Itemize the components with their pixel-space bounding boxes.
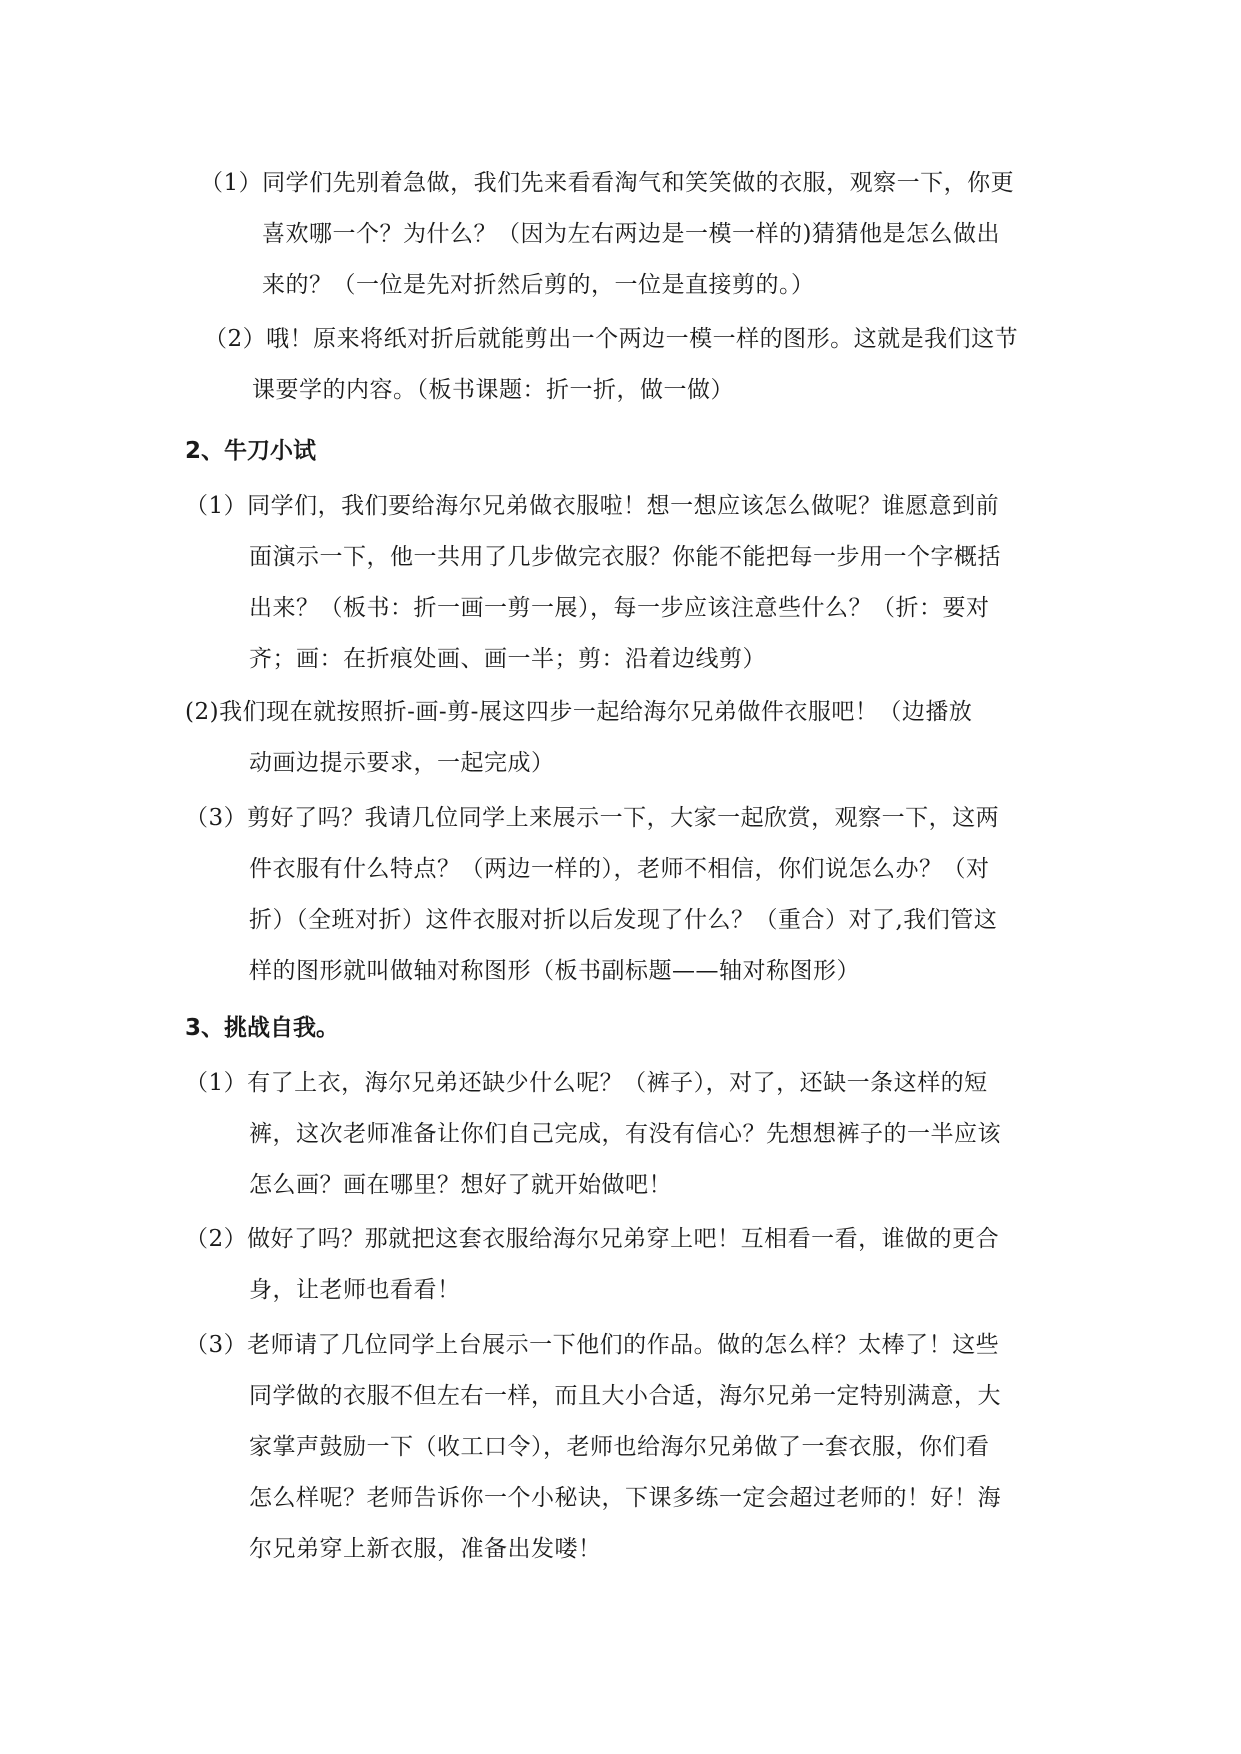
text-line: 出来？（板书：折一画一剪一展），每一步应该注意些什么？（折：要对 [249,595,990,621]
text-line: 同学做的衣服不但左右一样，而且大小合适，海尔兄弟一定特别满意，大 [249,1383,1001,1409]
text-line: 齐；画：在折痕处画、画一半；剪：沿着边线剪） [249,646,766,672]
text-line: 喜欢哪一个？为什么？（因为左右两边是一模一样的)猜猜他是怎么做出 [262,221,1000,247]
text-line: 课要学的内容。（板书课题：折一折，做一做） [252,377,734,403]
text-line: 家掌声鼓励一下（收工口令），老师也给海尔兄弟做了一套衣服，你们看 [249,1434,990,1460]
text-line: 件衣服有什么特点？（两边一样的），老师不相信，你们说怎么办？（对 [249,856,990,882]
text-line: 面演示一下，他一共用了几步做完衣服？你能不能把每一步用一个字概括 [249,544,1001,570]
text-line: 怎么样呢？老师告诉你一个小秘诀，下课多练一定会超过老师的！好！海 [249,1485,1001,1511]
text-line: 裤，这次老师准备让你们自己完成，有没有信心？先想想裤子的一半应该 [249,1121,1001,1147]
text-line: 身，让老师也看看！ [249,1277,461,1303]
text-line: 折）（全班对折）这件衣服对折以后发现了什么？（重合）对了,我们管这 [249,907,998,933]
section3-paragraph-2 [185,1214,999,1316]
text-line: （3）剪好了吗？我请几位同学上来展示一下，大家一起欣赏，观察一下，这两 [185,805,1000,831]
text-line: 来的？（一位是先对折然后剪的，一位是直接剪的。） [262,272,815,298]
section2-paragraph-2 [185,687,972,789]
intro-paragraph-2 [204,314,1018,416]
text-line: （1）同学们先别着急做，我们先来看看淘气和笑笑做的衣服，观察一下，你更 [200,170,1015,196]
text-line: （3）老师请了几位同学上台展示一下他们的作品。做的怎么样？太棒了！这些 [185,1332,1000,1358]
section2-paragraph-3 [185,793,999,997]
intro-paragraph-1 [200,158,1014,311]
text-line: 尔兄弟穿上新衣服，准备出发喽！ [249,1536,602,1562]
text-line: （2）做好了吗？那就把这套衣服给海尔兄弟穿上吧！互相看一看，谁做的更合 [185,1226,1000,1252]
text-line: 怎么画？画在哪里？想好了就开始做吧！ [249,1172,672,1198]
text-line: 动画边提示要求，一起完成） [249,750,555,776]
text-line: （1）同学们，我们要给海尔兄弟做衣服啦！想一想应该怎么做呢？谁愿意到前 [185,493,1000,519]
text-line: 样的图形就叫做轴对称图形（板书副标题——轴对称图形） [249,958,860,984]
text-line: (2)我们现在就按照折-画-剪-展这四步一起给海尔兄弟做件衣服吧！（边播放 [185,699,973,725]
section2-paragraph-1 [185,481,1001,685]
section3-paragraph-3 [185,1320,1001,1575]
section-heading-2: 2、牛刀小试 [185,438,317,464]
section3-paragraph-1 [185,1058,1001,1211]
text-line: （1）有了上衣，海尔兄弟还缺少什么呢？（裤子），对了，还缺一条这样的短 [185,1070,988,1096]
section-heading-3: 3、挑战自我。 [185,1015,340,1041]
text-line: （2）哦！原来将纸对折后就能剪出一个两边一模一样的图形。这就是我们这节 [204,326,1019,352]
